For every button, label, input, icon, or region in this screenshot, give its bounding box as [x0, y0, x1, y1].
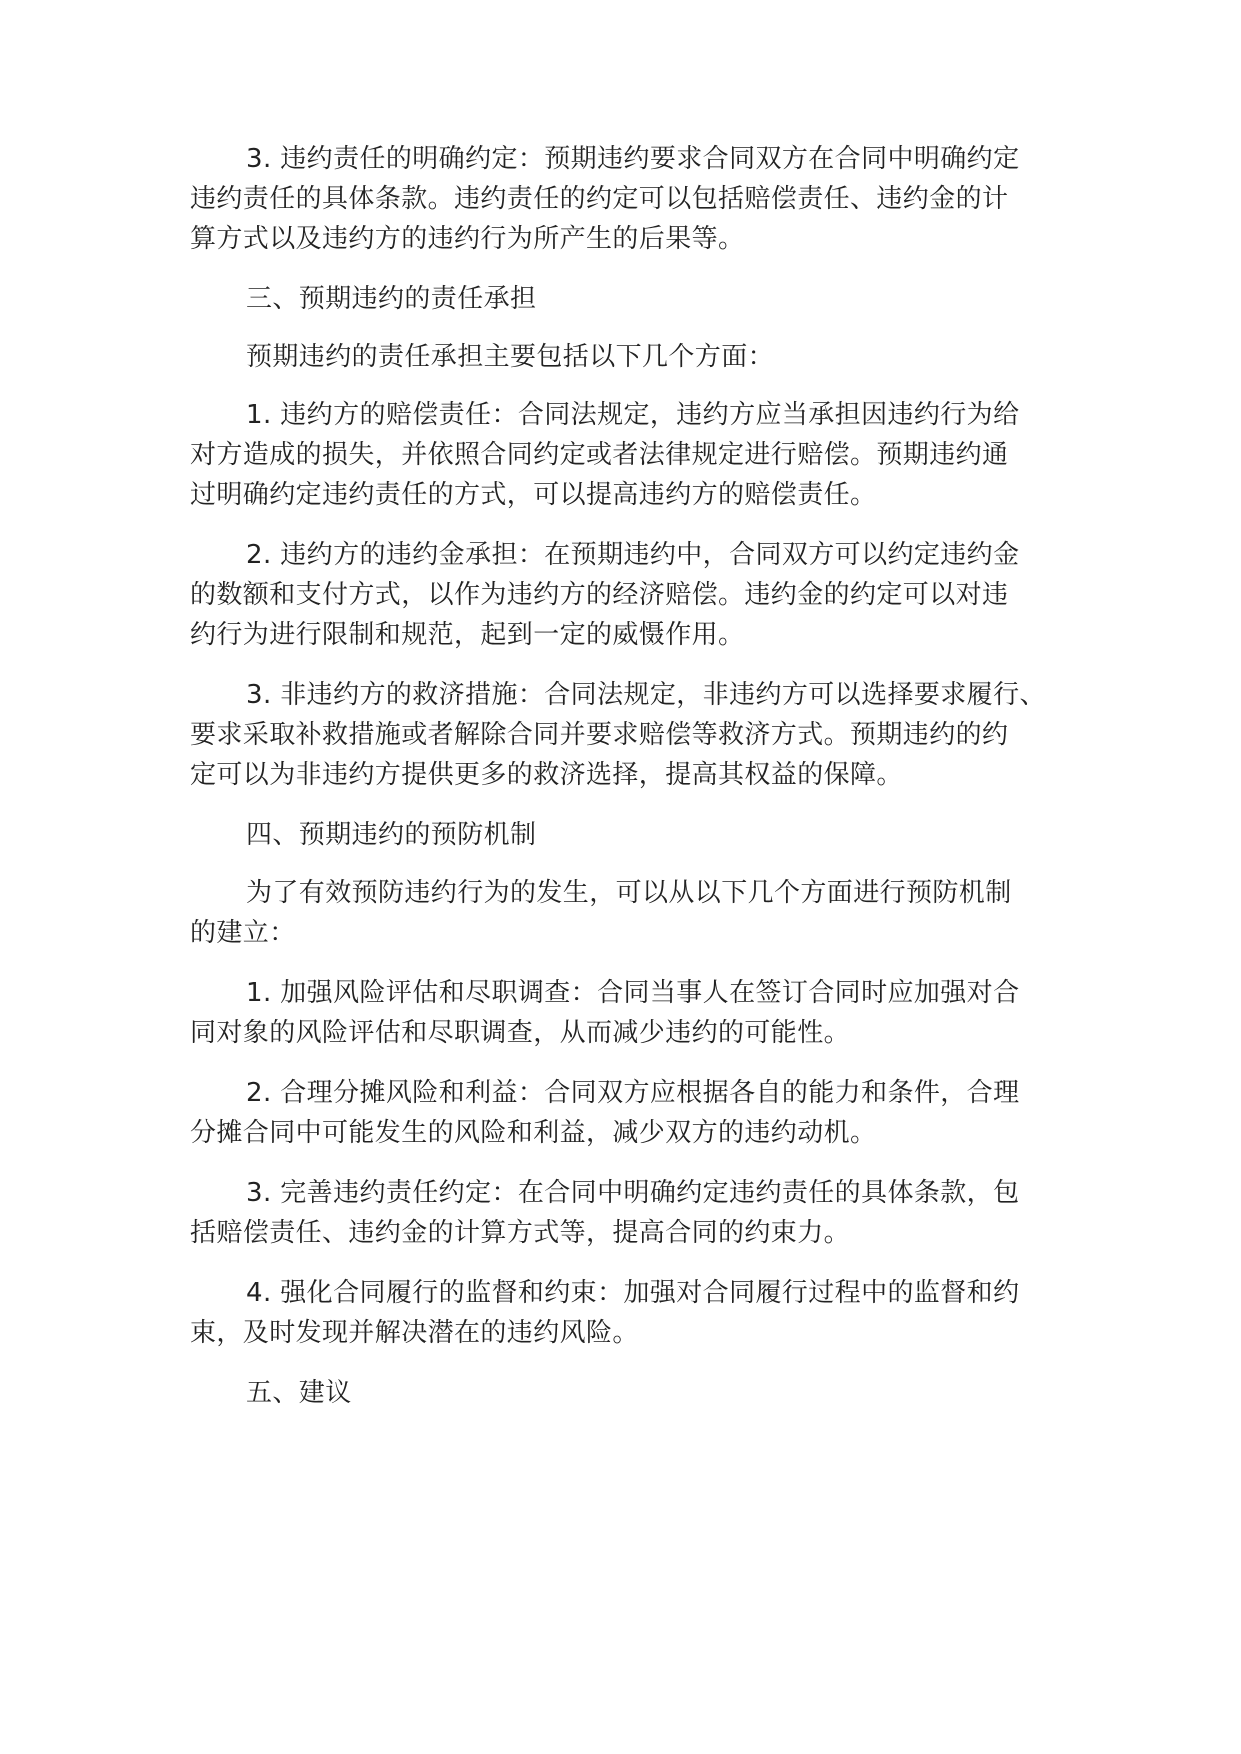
paragraph-line: 违约责任的具体条款。违约责任的约定可以包括赔偿责任、违约金的计: [190, 184, 1009, 214]
paragraph-line: 分摊合同中可能发生的风险和利益，减少双方的违约动机。: [190, 1118, 877, 1148]
paragraph-line: 定可以为非违约方提供更多的救济选择，提高其权益的保障。: [190, 760, 903, 790]
paragraph-line: 3. 非违约方的救济措施：合同法规定，非违约方可以选择要求履行、: [246, 680, 1046, 710]
paragraph-line: 同对象的风险评估和尽职调查，从而减少违约的可能性。: [190, 1018, 851, 1048]
paragraph-line: 3. 违约责任的明确约定：预期违约要求合同双方在合同中明确约定: [246, 144, 1020, 174]
paragraph-line: 的建立：: [190, 918, 296, 948]
paragraph-line: 的数额和支付方式，以作为违约方的经济赔偿。违约金的约定可以对违: [190, 580, 1009, 610]
section-heading: 五、建议: [246, 1378, 352, 1408]
paragraph-line: 3. 完善违约责任约定：在合同中明确约定违约责任的具体条款，包: [246, 1178, 1020, 1208]
paragraph-line: 1. 违约方的赔偿责任：合同法规定，违约方应当承担因违约行为给: [246, 400, 1020, 430]
paragraph-line: 2. 合理分摊风险和利益：合同双方应根据各自的能力和条件，合理: [246, 1078, 1020, 1108]
paragraph-line: 算方式以及违约方的违约行为所产生的后果等。: [190, 224, 745, 254]
paragraph-line: 2. 违约方的违约金承担：在预期违约中，合同双方可以约定违约金: [246, 540, 1020, 570]
paragraph-line: 预期违约的责任承担主要包括以下几个方面：: [246, 342, 775, 372]
paragraph-line: 约行为进行限制和规范，起到一定的威慑作用。: [190, 620, 745, 650]
section-heading: 四、预期违约的预防机制: [246, 820, 537, 850]
paragraph-line: 4. 强化合同履行的监督和约束：加强对合同履行过程中的监督和约: [246, 1278, 1020, 1308]
paragraph-line: 括赔偿责任、违约金的计算方式等，提高合同的约束力。: [190, 1218, 851, 1248]
paragraph-line: 过明确约定违约责任的方式，可以提高违约方的赔偿责任。: [190, 480, 877, 510]
paragraph-line: 1. 加强风险评估和尽职调查：合同当事人在签订合同时应加强对合: [246, 978, 1020, 1008]
section-heading: 三、预期违约的责任承担: [246, 284, 537, 314]
paragraph-line: 对方造成的损失，并依照合同约定或者法律规定进行赔偿。预期违约通: [190, 440, 1009, 470]
paragraph-line: 束，及时发现并解决潜在的违约风险。: [190, 1318, 639, 1348]
paragraph-line: 为了有效预防违约行为的发生，可以从以下几个方面进行预防机制: [246, 878, 1012, 908]
paragraph-line: 要求采取补救措施或者解除合同并要求赔偿等救济方式。预期违约的约: [190, 720, 1009, 750]
